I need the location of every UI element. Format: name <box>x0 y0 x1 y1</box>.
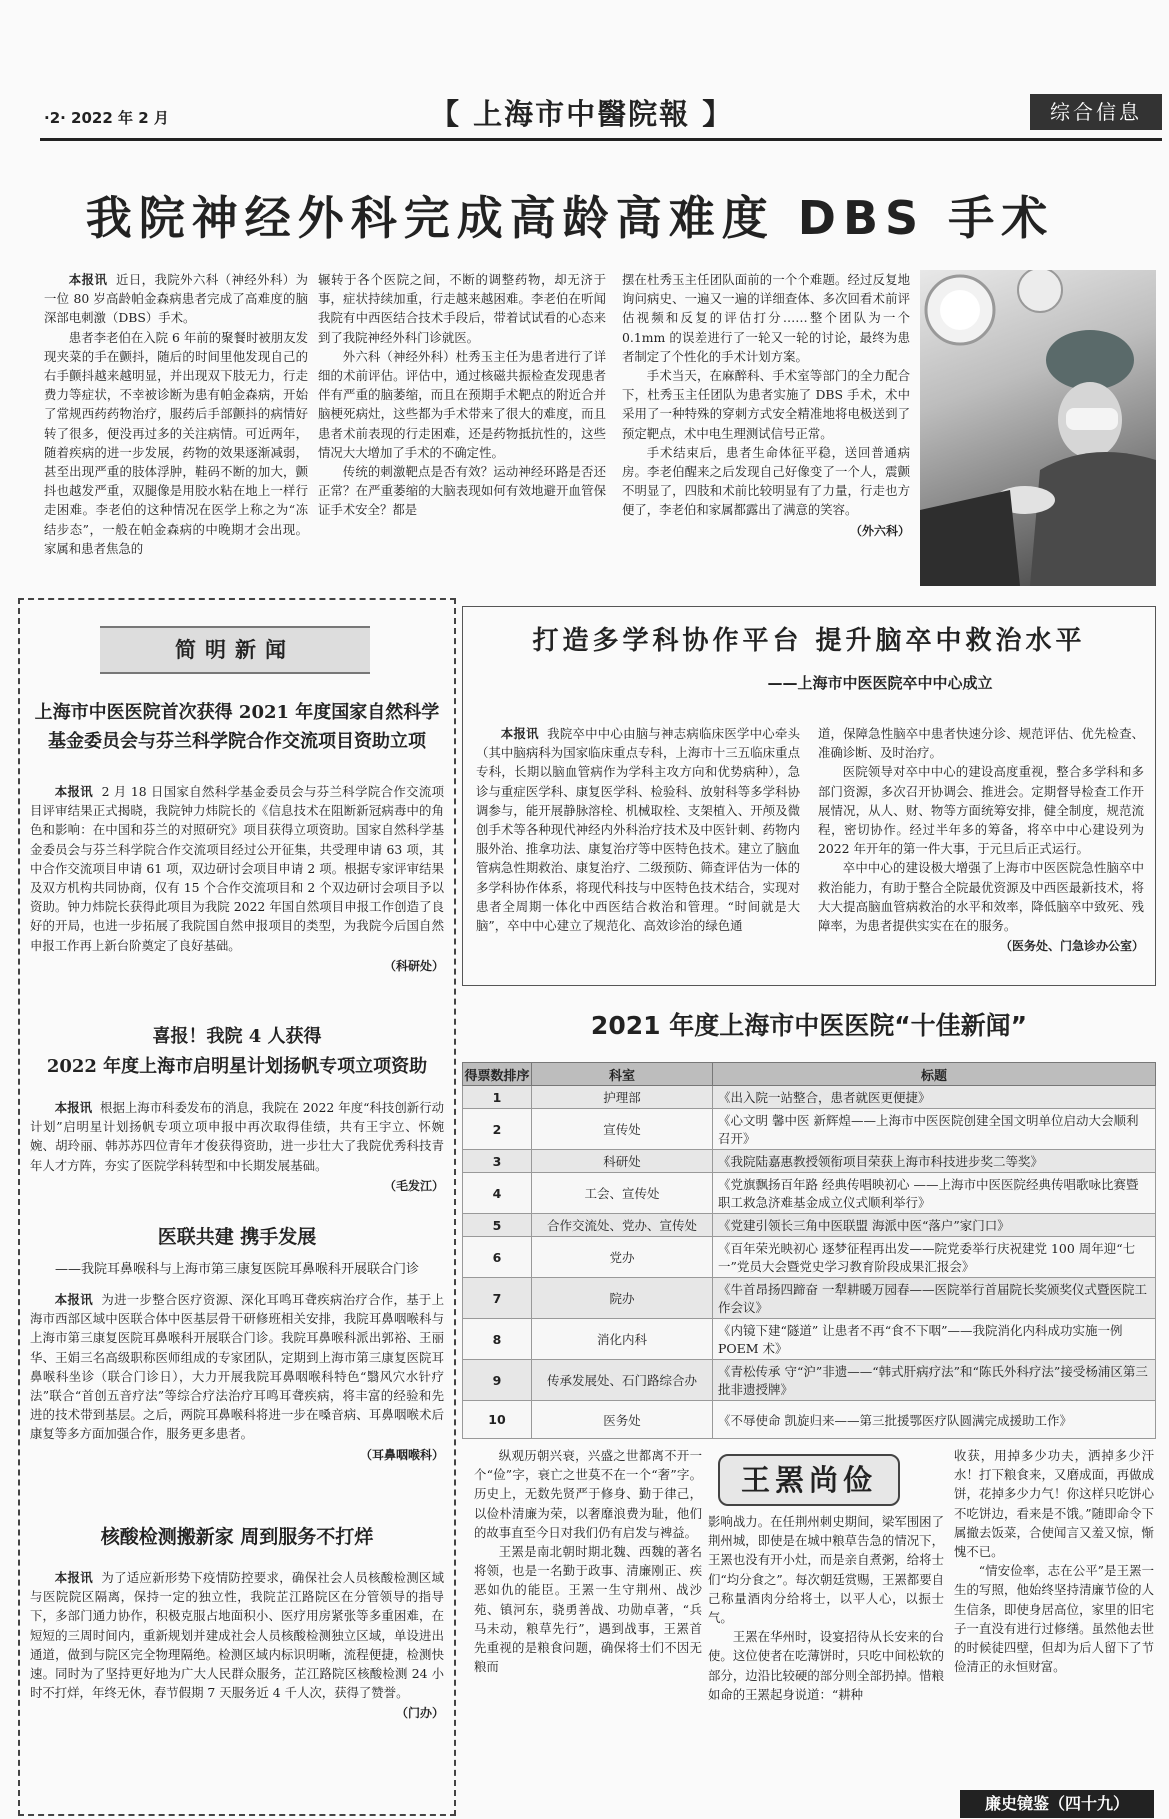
column-p6: “情安俭率，志在公平”是王罴一生的写照，他始终坚持清廉节俭的人生信条，即使身居高位，家里的旧宅子一直没有进行过修缮。虽然他去世的时候徒四壁，但却为后人留下了节俭清正的永恒财富。 <box>954 1563 1154 1675</box>
brief1-body <box>30 782 444 1002</box>
news-rank: 3 <box>463 1150 532 1173</box>
brief1-signature: （科研处） <box>383 958 444 973</box>
news-title: 《出入院一站整合，患者就医更便捷》 <box>713 1086 1156 1109</box>
dbs-p4: 外六科（神经外科）杜秀玉主任为患者进行了详细的术前评估。评估中，通过核磁共振检查发现患者伴有严重的脑萎缩，而且在预期手术靶点的附近合并脑梗死病灶，这些都为手术带来了很大的难度，而且患者术前表现的行走困难，还是药物抵抗性的，这些情况大大增加了手术的不确定性。 <box>318 348 606 460</box>
dbs-signature: （外六科） <box>849 523 910 538</box>
table-row <box>463 1173 1156 1214</box>
stroke-p3: 医院领导对卒中中心的建设高度重视，整合多学科和多部门资源，多次召开协调会、推进会。定期督导检查工作开展情况，从人、财、物等方面统筹安排，健全制度，规范流程，密切协作。经过半年多的筹备，将卒中中心建设列为 2022 年开年的第一件大事，于元旦后正式运行。 <box>818 764 1144 857</box>
column-p4: 王罴在华州时，设宴招待从长安来的台使。这位使者在吃薄饼时，只吃中间松软的部分，边沿比较硬的部分则全部扔掉。惜粮如命的王罴起身说道：“耕种 <box>708 1629 944 1702</box>
news-department: 宣传处 <box>532 1109 713 1150</box>
stroke-title: 打造多学科协作平台 提升脑卒中救治水平 <box>532 626 1086 656</box>
brief1-title-line2: 基金委员会与芬兰科学院合作交流项目资助立项 <box>48 731 426 752</box>
header-rank: 得票数排序 <box>463 1063 532 1086</box>
stroke-column-2 <box>818 724 1144 980</box>
brief2-title-line1: 喜报！我院 4 人获得 <box>152 1026 322 1047</box>
table-row <box>463 1278 1156 1319</box>
column-title-box <box>718 1454 900 1506</box>
brief2-text: 根据上海市科委发布的消息，我院在 2022 年度“科技创新行动计划”启明星计划扬帆专项立项申报中再次取得佳绩，共有王宇立、怀婉婉、胡玲丽、韩苏苏四位青年才俊获得资助，进一步壮大了我院优秀科技青年人才方阵，夯实了医院学科转型和中长期发展基础。 <box>30 1100 444 1173</box>
header-dept: 科室 <box>532 1063 713 1086</box>
news-title: 《党旗飘扬百年路 经典传唱映初心 ——上海市中医医院经典传唱歌咏比赛暨职工救急济难基金成立仪式顺利举行》 <box>713 1173 1156 1214</box>
dbs-p7: 手术当天，在麻醉科、手术室等部门的全力配合下，杜秀玉主任团队为患者实施了 DBS 手术，术中采用了一种特殊的穿刺方式安全精准地将电极送到了预定靶点，术中电生理测试信号正常。 <box>622 368 910 441</box>
dbs-column-1 <box>44 270 308 588</box>
news-department: 工会、宣传处 <box>532 1173 713 1214</box>
dbs-p8: 手术结束后，患者生命体征平稳，送回普通病房。李老伯醒来之后发现自己好像变了一个人，震颤不明显了，四肢和术前比较明显有了力量，行走也方便了，李老伯和家属都露出了满意的笑容。 <box>622 444 910 518</box>
news-department: 党办 <box>532 1237 713 1278</box>
stroke-p4: 卒中中心的建设极大增强了上海市中医医院急性脑卒中救治能力，有助于整合全院最优资源及中西医最新技术，将大大提高脑血管病救治的水平和效率，降低脑卒中致死、残障率，为患者提供实实在在的服务。 <box>818 860 1144 934</box>
news-title: 《青松传承 守“沪”非遗——“韩式肝病疗法”和“陈氏外科疗法”接受杨浦区第三批非遗授牌》 <box>713 1360 1156 1401</box>
brief2-lead: 本报讯 <box>54 1100 93 1115</box>
surgery-photo <box>920 270 1156 586</box>
brief-news-banner <box>100 626 370 674</box>
news-department: 院办 <box>532 1278 713 1319</box>
column-col-1 <box>474 1446 702 1790</box>
brief4-title: 核酸检测搬新家 周到服务不打烊 <box>100 1526 374 1548</box>
brief1-title-line1: 上海市中医医院首次获得 2021 年度国家自然科学 <box>34 702 440 723</box>
dbs-column-3 <box>622 270 910 588</box>
brief4-text: 为了适应新形势下疫情防控要求，确保社会人员核酸检测区域与医院院区隔离，保持一定的独立性，我院芷江路院区在分管领导的指导下，多部门通力协作，积极克服占地面积小、医疗用房紧张等多重困难，在短短的三周时间内，重新规划并建成社会人员核酸检测独立区域，单设进出通道，做到与院区完全物理隔绝。检测区域内标识明晰，流程便捷，检测快速。同时为了坚持更好地为广大人民群众服务，芷江路院区核酸检测 24 小时不打烊，年终无休，春节假期 7 天服务近 4 千人次，获得了赞誉。 <box>30 1570 444 1701</box>
table-row <box>463 1319 1156 1360</box>
news-department: 消化内科 <box>532 1319 713 1360</box>
top-news-header-row <box>463 1063 1156 1086</box>
brief3-lead: 本报讯 <box>54 1292 93 1307</box>
table-row <box>463 1214 1156 1237</box>
news-rank: 2 <box>463 1109 532 1150</box>
stroke-p1: 我院卒中中心由脑与神志病临床医学中心牵头（其中脑病科为国家临床重点专科，上海市十三五临床重点专科，长期以脑血管病作为学科主攻方向和优势病种），急诊与重症医学科、康复医学科、检验科、放射科等多学科协调参与，能开展静脉溶栓、机械取栓、支架植入、开颅及微创手术等各种现代神经内外科治疗技术及中医针刺、药物内服外治、推拿功法、康复治疗等中医特色技术。建立了脑血管病急性期救治、康复治疗、二级预防、筛查评估为一体的多学科协作体系，将现代科技与中医特色技术结合，实现对患者全周期一体化中西医结合救治和管理。“时间就是大脑”，卒中中心建立了规范化、高效诊治的绿色通 <box>476 726 800 934</box>
dbs-column-2 <box>318 270 606 588</box>
brief4-signature: （门办） <box>395 1706 444 1721</box>
brief1-lead: 本报讯 <box>54 784 94 799</box>
news-rank: 7 <box>463 1278 532 1319</box>
news-department: 科研处 <box>532 1150 713 1173</box>
news-rank: 6 <box>463 1237 532 1278</box>
header-title: 标题 <box>713 1063 1156 1086</box>
table-row <box>463 1109 1156 1150</box>
masthead-rule <box>40 138 1162 141</box>
news-title: 《心文明 馨中医 新辉煌——上海市中医医院创建全国文明单位启动大会顺利召开》 <box>713 1109 1156 1150</box>
column-intro: 纵观历朝兴衰，兴盛之世都离不开一个“俭”字，衰亡之世莫不在一个“奢”字。历史上，无数先贤严于修身、勤于律己，以俭朴清廉为荣，以奢靡浪费为耻，他们的故事直至今日对我们仍有启发与裨益。 <box>474 1448 702 1540</box>
brief2-signature: （毛发江） <box>383 1178 444 1193</box>
news-department: 护理部 <box>532 1086 713 1109</box>
column-p5: 收获，用掉多少功夫，洒掉多少汗水！打下粮食来，又磨成面，再做成饼，花掉多少力气！你这样只吃饼心不吃饼边，看来是不饿。”随即命令下属撤去饭菜，合使闻言又羞又惊，惭愧不已。 <box>954 1448 1154 1560</box>
column-p3: 影响战力。在任荆州刺史期间，梁军围困了荆州城，即使是在城中粮草告急的情况下，王罴也没有开小灶，而是亲自煮粥，给将士们“均分食之”。每次朝廷赏赐，王罴都要自己称量酒肉分给将士，以平人心，以振士气。 <box>708 1514 944 1626</box>
dbs-p3: 辗转于各个医院之间，不断的调整药物，却无济于事，症状持续加重，行走越来越困难。李老伯在听闻我院有中西医结合技术手段后，带着试试看的心态来到了我院神经外科门诊就医。 <box>318 272 606 345</box>
brief4-lead: 本报讯 <box>54 1570 93 1585</box>
stroke-lead: 本报讯 <box>500 726 539 741</box>
column-col-3 <box>954 1446 1154 1786</box>
news-rank: 9 <box>463 1360 532 1401</box>
column-col-2 <box>708 1512 944 1796</box>
brief2-body <box>30 1098 444 1198</box>
top-news-table <box>462 1062 1156 1439</box>
brief2-title <box>26 1022 448 1082</box>
news-department: 合作交流处、党办、宣传处 <box>532 1214 713 1237</box>
stroke-p2: 道，保障急性脑卒中患者快速分诊、规范评估、优先检查、准确诊断、及时治疗。 <box>818 726 1144 761</box>
news-department: 医务处 <box>532 1401 713 1439</box>
brief1-text: 2 月 18 日国家自然科学基金委员会与芬兰科学院合作交流项目评审结果正式揭晓，我院钟力炜院长的《信息技术在阻断新冠病毒中的角色和影响：在中国和芬兰的对照研究》项目获得立项资助。国家自然科学基金委员会与芬兰科学院合作交流项目经过公开征集，共受理申请 63 项，其中合作交流项目申请 61 项，双边研讨会项目申请 2 项。根据专家评审结果及双方机构共同协商，仅有 15 个合作交流项目和 2 个双边研讨会项目予以资助。钟力炜院长获得此项目为我院 2022 年国自然项目申报工作创造了良好的开局，也进一步拓展了我院国自然申报项目的类型，为我院今后国自然申报工作再上新台阶奠定了良好基础。 <box>30 784 444 953</box>
dbs-p6: 摆在杜秀玉主任团队面前的一个个难题。经过反复地询问病史、一遍又一遍的详细查体、多次回看术前评估视频和反复的评估打分……整个团队为一个 0.1mm 的误差进行了一轮又一轮的讨论，最终为患者制定了个性化的手术计划方案。 <box>622 272 910 364</box>
news-rank: 5 <box>463 1214 532 1237</box>
news-title: 《百年荣光映初心 逐梦征程再出发——院党委举行庆祝建党 100 周年迎“七一”党员大会暨党史学习教育阶段成果汇报会》 <box>713 1237 1156 1278</box>
dbs-p2: 患者李老伯在入院 6 年前的聚餐时被朋友发现夹菜的手在颤抖，随后的时间里他发现自己的右手颤抖越来越明显，并出现双下肢无力，行走费力等症状，不幸被诊断为患有帕金森病，开始了常规西药药物治疗，服药后手部颤抖的病情好转了很多，便没再过多的关注病情。可近两年，随着疾病的进一步发展，药物的效果逐渐减弱，甚至出现严重的肢体浮肿，鞋码不断的加大，颤抖也越发严重，双腿像是用胶水粘在地上一样行走困难。李老伯的这种情况在医学上称之为“冻结步态”，一般在帕金森病的中晚期才会出现。家属和患者焦急的 <box>44 329 308 556</box>
brief3-title: 医联共建 携手发展 <box>157 1226 317 1248</box>
section-badge: 综合信息 <box>1030 94 1162 130</box>
column-p2: 王罴是南北朝时期北魏、西魏的著名将领，也是一名勤于政事、清廉刚正、疾恶如仇的能臣。王罴一生守荆州、战沙苑、镇河东，骁勇善战、功勋卓著，“兵马未动，粮草先行”，遇到战事，王罴首先重视的是粮食问题，确保将士们不因无粮而 <box>474 1544 702 1675</box>
dbs-p5: 传统的刺激靶点是否有效？运动神经环路是否还正常？在严重萎缩的大脑表现如何有效地避开血管保证手术安全？都是 <box>318 464 606 518</box>
table-row <box>463 1237 1156 1278</box>
news-rank: 8 <box>463 1319 532 1360</box>
news-title: 《牛首昂扬四蹄奋 一犁耕暖万园春——医院举行首届院长奖颁奖仪式暨医院工作会议》 <box>713 1278 1156 1319</box>
stroke-signature: （医务处、门急诊办公室） <box>999 939 1144 954</box>
brief-news-banner-label: 简明新闻 <box>175 638 295 662</box>
top-news-title: 2021 年度上海市中医医院“十佳新闻” <box>590 1011 1028 1040</box>
dbs-headline: 我院神经外科完成高龄高难度 DBS 手术 <box>85 191 1055 245</box>
brief3-body <box>30 1290 444 1508</box>
news-department: 传承发展处、石门路综合办 <box>532 1360 713 1401</box>
dbs-p1: 近日，我院外六科（神经外科）为一位 80 岁高龄帕金森病患者完成了高难度的脑深部电刺激（DBS）手术。 <box>44 272 308 326</box>
brief3-text: 为进一步整合医疗资源、深化耳鸣耳聋疾病治疗合作，基于上海市西部区域中医联合体中医基层骨干研修班相关安排，我院耳鼻咽喉科与上海市第三康复医院耳鼻喉科开展联合门诊。我院耳鼻喉科派出郭裕、王丽华、王娟三名高级职称医师组成的专家团队，定期到上海市第三康复医院耳鼻喉科坐诊（联合门诊日），大力开展我院耳鼻咽喉科特色“翳风穴水针疗法”联合“首创五音疗法”等综合疗法治疗耳鸣耳聋疾病，将丰富的经验和先进的技术带到基层。之后，两院耳鼻喉科将进一步在嗓音病、耳鼻咽喉术后康复等多方面加强合作，服务更多患者。 <box>30 1292 444 1442</box>
table-row <box>463 1401 1156 1439</box>
news-rank: 10 <box>463 1401 532 1439</box>
newspaper-name: 【 上海市中醫院報 】 <box>430 97 734 131</box>
stroke-subtitle: ——上海市中医医院卒中中心成立 <box>767 674 993 692</box>
dbs-lead: 本报讯 <box>68 272 108 287</box>
column-title: 王罴尚俭 <box>740 1463 877 1497</box>
news-rank: 1 <box>463 1086 532 1109</box>
stroke-column-1 <box>476 724 800 980</box>
news-rank: 4 <box>463 1173 532 1214</box>
column-series-badge: 廉史镜鉴（四十九） <box>960 1790 1154 1818</box>
brief2-title-line2: 2022 年度上海市启明星计划扬帆专项立项资助 <box>46 1056 428 1077</box>
table-row <box>463 1360 1156 1401</box>
news-title: 《党建引领长三角中医联盟 海派中医“落户”家门口》 <box>713 1214 1156 1237</box>
news-title: 《我院陆嘉惠教授领衔项目荣获上海市科技进步奖二等奖》 <box>713 1150 1156 1173</box>
table-row <box>463 1086 1156 1109</box>
table-row <box>463 1150 1156 1173</box>
brief1-title <box>26 698 448 756</box>
news-title: 《不辱使命 凯旋归来——第三批援鄂医疗队圆满完成援助工作》 <box>713 1401 1156 1439</box>
page-date: ·2· 2022 年 2 月 <box>44 109 169 127</box>
brief3-signature: （耳鼻咽喉科） <box>359 1447 444 1462</box>
brief4-body <box>30 1568 444 1808</box>
brief3-subtitle: ——我院耳鼻喉科与上海市第三康复医院耳鼻喉科开展联合门诊 <box>54 1262 419 1277</box>
news-title: 《内镜下建“隧道” 让患者不再“食不下咽”——我院消化内科成功实施一例 POEM 术》 <box>713 1319 1156 1360</box>
